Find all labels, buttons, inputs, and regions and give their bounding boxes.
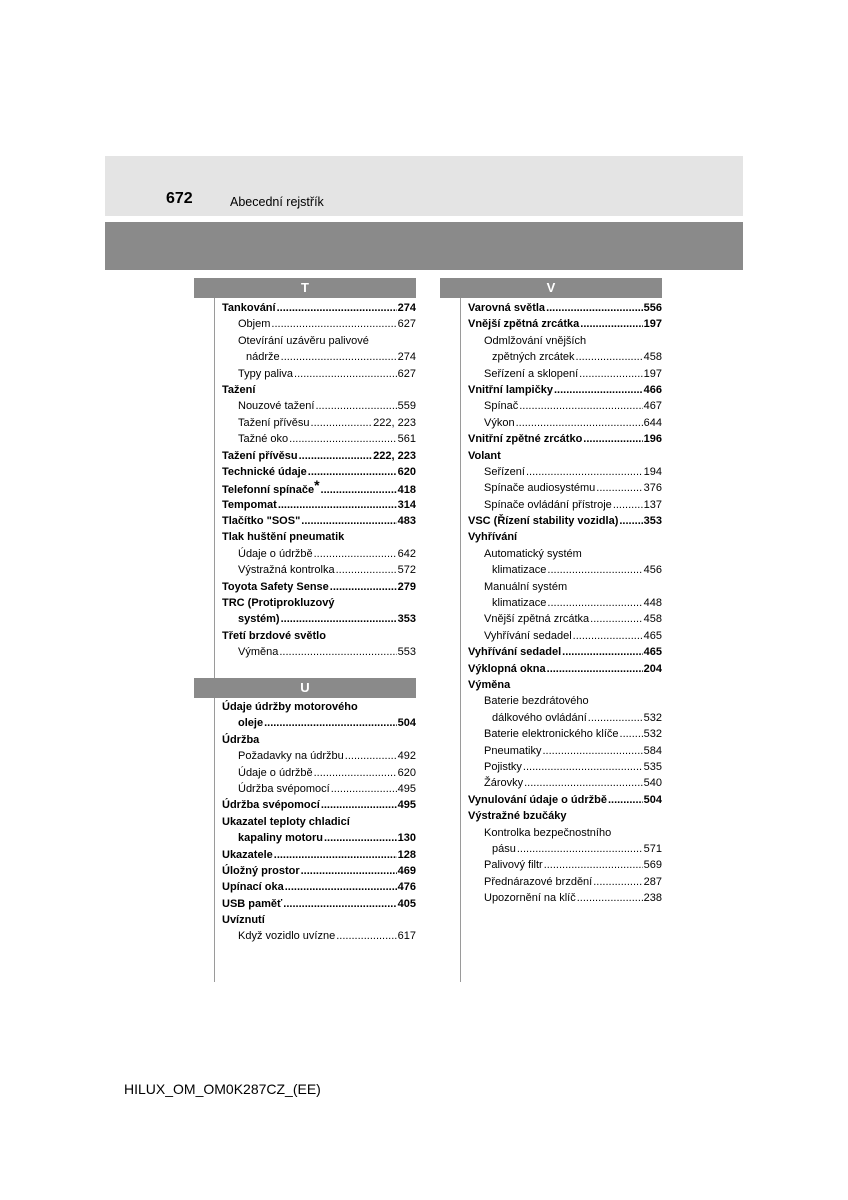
entry-page-number: 467	[643, 400, 662, 413]
entry-label: zpětných zrcátek	[492, 351, 575, 364]
index-entry	[468, 480, 662, 496]
index-entry	[468, 464, 662, 480]
dot-leader	[544, 857, 643, 873]
dot-leader	[619, 513, 642, 529]
entry-page-number: 559	[397, 400, 416, 413]
dot-leader	[299, 448, 373, 464]
index-entry	[468, 808, 662, 824]
page-title: Abecední rejstřík	[230, 195, 324, 209]
index-entry	[222, 814, 416, 830]
entry-label: Tažení	[222, 383, 256, 396]
index-entry	[222, 748, 416, 764]
entry-label: Vyhřívání sedadel	[484, 629, 572, 642]
index-entry	[468, 595, 662, 611]
dot-leader	[580, 316, 642, 332]
dot-leader	[613, 497, 643, 513]
index-entry	[222, 513, 416, 529]
header-dark-band	[105, 222, 743, 270]
entry-label: Automatický systém	[484, 547, 582, 560]
index-list-t	[222, 300, 416, 661]
entry-label: VSC (Řízení stability vozidla)	[468, 515, 619, 528]
entry-page-number: 448	[643, 597, 662, 610]
index-entry	[468, 448, 662, 464]
dot-leader	[562, 644, 643, 660]
entry-label: Žárovky	[484, 777, 524, 790]
index-entry	[222, 863, 416, 879]
entry-label: Baterie elektronického klíče	[484, 728, 619, 741]
index-entry	[222, 349, 416, 365]
dot-leader	[516, 415, 643, 431]
entry-label: Údržba svépomocí	[238, 782, 330, 795]
entry-page-number: 532	[643, 711, 662, 724]
index-entry	[222, 628, 416, 644]
entry-page-number: 274	[397, 351, 416, 364]
dot-leader	[315, 398, 396, 414]
entry-label: Volant	[468, 449, 501, 462]
entry-label: Typy paliva	[238, 367, 294, 380]
dot-leader	[330, 579, 397, 595]
entry-page-number: 222, 223	[373, 416, 416, 429]
index-entry	[222, 415, 416, 431]
entry-page-number: 571	[643, 842, 662, 855]
index-entry	[468, 415, 662, 431]
index-entry	[468, 775, 662, 791]
index-entry	[468, 611, 662, 627]
index-entry	[222, 699, 416, 715]
dot-leader	[523, 759, 643, 775]
dot-leader	[281, 349, 397, 365]
dot-leader	[324, 830, 397, 846]
entry-label: Vynulování údaje o údržbě	[468, 793, 607, 806]
dot-leader	[308, 464, 397, 480]
dot-leader	[590, 611, 642, 627]
index-entry	[222, 644, 416, 660]
entry-label: Výklopná okna	[468, 662, 546, 675]
index-entry	[222, 366, 416, 382]
entry-page-number: 540	[643, 777, 662, 790]
entry-label: Údržba	[222, 733, 260, 746]
entry-page-number: 197	[643, 318, 662, 331]
section-header-u: U	[194, 678, 416, 698]
index-entry	[468, 759, 662, 775]
dot-leader	[314, 546, 397, 562]
dot-leader	[281, 611, 397, 627]
entry-label: Upozornění na klíč	[484, 892, 576, 905]
entry-page-number: 194	[643, 465, 662, 478]
index-entry	[468, 579, 662, 595]
entry-page-number: 504	[397, 717, 416, 730]
index-entry	[222, 928, 416, 944]
index-entry	[468, 562, 662, 578]
entry-label: Vyhřívání	[468, 531, 518, 544]
entry-page-number: 238	[643, 892, 662, 905]
entry-label: Tažení přívěsu	[238, 416, 310, 429]
dot-leader	[336, 562, 397, 578]
index-entry	[468, 825, 662, 841]
entry-label: Seřízení a sklopení	[484, 367, 579, 380]
index-entry	[222, 912, 416, 928]
dot-leader	[608, 792, 643, 808]
index-entry	[222, 715, 416, 731]
entry-label: kapaliny motoru	[238, 832, 323, 845]
entry-page-number: 642	[397, 547, 416, 560]
entry-label: Spínače audiosystému	[484, 482, 596, 495]
entry-label: Údržba svépomocí	[222, 799, 320, 812]
index-entry	[468, 677, 662, 693]
entry-page-number: 130	[397, 832, 416, 845]
dot-leader	[301, 513, 396, 529]
entry-label: Pojistky	[484, 760, 522, 773]
entry-page-number: 572	[397, 564, 416, 577]
entry-label: nádrže	[246, 351, 280, 364]
footnote-mark: *	[314, 477, 320, 494]
dot-leader	[524, 775, 643, 791]
entry-label: oleje	[238, 717, 264, 730]
section-header-t: T	[194, 278, 416, 298]
index-entry	[222, 477, 416, 497]
entry-page-number: 466	[643, 383, 662, 396]
entry-page-number: 418	[397, 484, 416, 497]
dot-leader	[542, 743, 642, 759]
index-entry	[468, 398, 662, 414]
entry-label: Seřízení	[484, 465, 525, 478]
entry-page-number: 495	[397, 799, 416, 812]
dot-leader	[576, 349, 643, 365]
dot-leader	[546, 300, 643, 316]
entry-page-number: 128	[397, 848, 416, 861]
entry-label: Ukazatele	[222, 848, 273, 861]
entry-label: Technické údaje	[222, 465, 307, 478]
dot-leader	[314, 765, 397, 781]
entry-page-number: 458	[643, 613, 662, 626]
index-entry	[468, 333, 662, 349]
entry-page-number: 504	[643, 793, 662, 806]
entry-label: Tažení přívěsu	[222, 449, 298, 462]
entry-page-number: 274	[397, 302, 416, 314]
entry-label: Tlak huštění pneumatik	[222, 531, 345, 544]
page-number: 672	[166, 190, 193, 207]
index-entry	[468, 726, 662, 742]
index-entry	[222, 316, 416, 332]
entry-page-number: 569	[643, 859, 662, 872]
index-entry	[222, 765, 416, 781]
dot-leader	[554, 382, 643, 398]
entry-page-number: 556	[643, 302, 662, 314]
entry-label: systém)	[238, 613, 280, 626]
entry-label: Vyhřívání sedadel	[468, 646, 562, 659]
index-entry	[222, 797, 416, 813]
entry-page-number: 458	[643, 351, 662, 364]
index-list-u	[222, 699, 416, 945]
entry-label: Ukazatel teploty chladicí	[222, 815, 350, 828]
index-entry	[222, 579, 416, 595]
entry-label: Pneumatiky	[484, 744, 542, 757]
entry-label: klimatizace	[492, 564, 547, 577]
dot-leader	[547, 661, 643, 677]
entry-page-number: 469	[397, 864, 416, 877]
index-entry	[468, 431, 662, 447]
dot-leader	[277, 300, 397, 316]
index-entry	[468, 349, 662, 365]
entry-page-number: 483	[397, 515, 416, 528]
entry-label: TRC (Protiprokluzový	[222, 597, 335, 610]
document-code: HILUX_OM_OM0K287CZ_(EE)	[124, 1081, 321, 1097]
dot-leader	[311, 415, 373, 431]
entry-label: Vnitřní lampičky	[468, 383, 553, 396]
index-entry	[222, 382, 416, 398]
entry-label: klimatizace	[492, 597, 547, 610]
entry-page-number: 376	[643, 482, 662, 495]
entry-label: Otevírání uzávěru palivové	[238, 334, 369, 347]
entry-label: Tankování	[222, 302, 276, 314]
index-entry	[222, 431, 416, 447]
entry-label: Údaje údržby motorového	[222, 701, 358, 713]
index-entry	[468, 792, 662, 808]
entry-label: Vnější zpětná zrcátka	[484, 613, 590, 626]
entry-label: Spínače ovládání přístroje	[484, 498, 612, 511]
entry-label: Výměna	[468, 678, 511, 691]
entry-page-number: 535	[643, 760, 662, 773]
entry-label: Nouzové tažení	[238, 400, 315, 413]
dot-leader	[593, 874, 642, 890]
index-entry	[222, 611, 416, 627]
dot-leader	[526, 464, 643, 480]
entry-label: Telefonní spínače	[222, 484, 315, 497]
dot-leader	[285, 879, 397, 895]
dot-leader	[547, 562, 642, 578]
entry-label: Úložný prostor	[222, 864, 300, 877]
index-entry	[468, 890, 662, 906]
entry-page-number: 353	[397, 613, 416, 626]
entry-label: Varovná světla	[468, 302, 546, 314]
entry-label: pásu	[492, 842, 516, 855]
dot-leader	[278, 497, 397, 513]
dot-leader	[579, 366, 642, 382]
dot-leader	[294, 366, 397, 382]
index-entry	[222, 595, 416, 611]
index-entry	[468, 529, 662, 545]
entry-label: Výstražné bzučáky	[468, 810, 567, 823]
dot-leader	[620, 726, 643, 742]
index-entry	[222, 398, 416, 414]
entry-page-number: 287	[643, 875, 662, 888]
entry-page-number: 584	[643, 744, 662, 757]
entry-page-number: 644	[643, 416, 662, 429]
dot-leader	[279, 644, 396, 660]
index-list-v	[468, 300, 662, 906]
entry-page-number: 620	[397, 465, 416, 478]
index-entry	[468, 513, 662, 529]
entry-page-number: 476	[397, 881, 416, 894]
entry-label: Vnitřní zpětné zrcátko	[468, 433, 583, 446]
entry-label: Kontrolka bezpečnostního	[484, 826, 612, 839]
index-entry	[468, 841, 662, 857]
index-entry	[222, 879, 416, 895]
entry-page-number: 532	[643, 728, 662, 741]
dot-leader	[331, 781, 397, 797]
index-entry	[468, 857, 662, 873]
index-entry	[468, 382, 662, 398]
entry-label: Upínací oka	[222, 881, 284, 894]
dot-leader	[583, 431, 642, 447]
entry-label: Když vozidlo uvízne	[238, 930, 336, 943]
index-entry	[468, 546, 662, 562]
entry-label: Tlačítko "SOS"	[222, 515, 301, 528]
index-entry	[468, 366, 662, 382]
dot-leader	[301, 863, 397, 879]
entry-label: Údaje o údržbě	[238, 547, 313, 560]
entry-page-number: 204	[643, 662, 662, 675]
section-header-v: V	[440, 278, 662, 298]
index-entry	[468, 316, 662, 332]
entry-label: Přednárazové brzdění	[484, 875, 593, 888]
entry-label: Odmlžování vnějších	[484, 334, 587, 347]
dot-leader	[519, 398, 642, 414]
index-entry	[222, 562, 416, 578]
dot-leader	[336, 928, 396, 944]
entry-label: Požadavky na údržbu	[238, 750, 344, 763]
entry-page-number: 222, 223	[373, 449, 416, 462]
index-entry	[222, 497, 416, 513]
index-entry	[468, 693, 662, 709]
entry-label: Manuální systém	[484, 580, 568, 593]
column-divider-right	[460, 298, 461, 982]
entry-label: Uvíznutí	[222, 914, 265, 927]
entry-label: dálkového ovládání	[492, 711, 587, 724]
index-entry	[468, 628, 662, 644]
dot-leader	[289, 431, 396, 447]
index-entry	[222, 300, 416, 316]
entry-page-number: 456	[643, 564, 662, 577]
entry-label: Objem	[238, 318, 271, 331]
entry-page-number: 553	[397, 646, 416, 659]
dot-leader	[577, 890, 643, 906]
entry-label: Tažné oko	[238, 433, 289, 446]
entry-label: Údaje o údržbě	[238, 766, 313, 779]
index-entry	[468, 743, 662, 759]
entry-label: Výstražná kontrolka	[238, 564, 335, 577]
index-entry	[468, 497, 662, 513]
entry-page-number: 405	[397, 897, 416, 910]
index-entry	[222, 546, 416, 562]
entry-label: Výkon	[484, 416, 515, 429]
index-entry	[222, 529, 416, 545]
dot-leader	[345, 748, 397, 764]
dot-leader	[274, 847, 397, 863]
entry-page-number: 353	[643, 515, 662, 528]
index-entry	[222, 333, 416, 349]
index-entry	[222, 830, 416, 846]
entry-label: Vnější zpětná zrcátka	[468, 318, 580, 331]
entry-label: Výměna	[238, 646, 279, 659]
entry-page-number: 627	[397, 367, 416, 380]
entry-page-number: 465	[643, 646, 662, 659]
entry-page-number: 314	[397, 498, 416, 511]
index-entry	[222, 732, 416, 748]
index-entry	[222, 448, 416, 464]
index-entry	[222, 896, 416, 912]
dot-leader	[271, 316, 396, 332]
entry-label: Tempomat	[222, 498, 277, 511]
entry-page-number: 627	[397, 318, 416, 331]
dot-leader	[588, 710, 643, 726]
entry-page-number: 465	[643, 629, 662, 642]
entry-label: USB paměť	[222, 897, 283, 910]
entry-label: Toyota Safety Sense	[222, 580, 329, 593]
entry-page-number: 617	[397, 930, 416, 943]
entry-page-number: 279	[397, 580, 416, 593]
entry-page-number: 196	[643, 433, 662, 446]
dot-leader	[596, 480, 642, 496]
dot-leader	[517, 841, 643, 857]
dot-leader	[264, 715, 397, 731]
entry-label: Třetí brzdové světlo	[222, 629, 326, 642]
entry-label: Spínač	[484, 400, 519, 413]
entry-page-number: 495	[397, 782, 416, 795]
entry-page-number: 137	[643, 498, 662, 511]
header-band	[105, 156, 743, 216]
entry-label: Palivový filtr	[484, 859, 543, 872]
dot-leader	[321, 797, 397, 813]
index-entry	[468, 710, 662, 726]
index-entry	[222, 781, 416, 797]
index-entry	[222, 847, 416, 863]
entry-page-number: 620	[397, 766, 416, 779]
entry-page-number: 492	[397, 750, 416, 763]
column-divider-left	[214, 298, 215, 982]
index-entry	[468, 874, 662, 890]
dot-leader	[573, 628, 643, 644]
entry-page-number: 561	[397, 433, 416, 446]
entry-page-number: 197	[643, 367, 662, 380]
index-entry	[468, 661, 662, 677]
index-entry	[468, 300, 662, 316]
entry-label: Baterie bezdrátového	[484, 695, 589, 708]
dot-leader	[547, 595, 642, 611]
dot-leader	[283, 896, 396, 912]
index-entry	[468, 644, 662, 660]
